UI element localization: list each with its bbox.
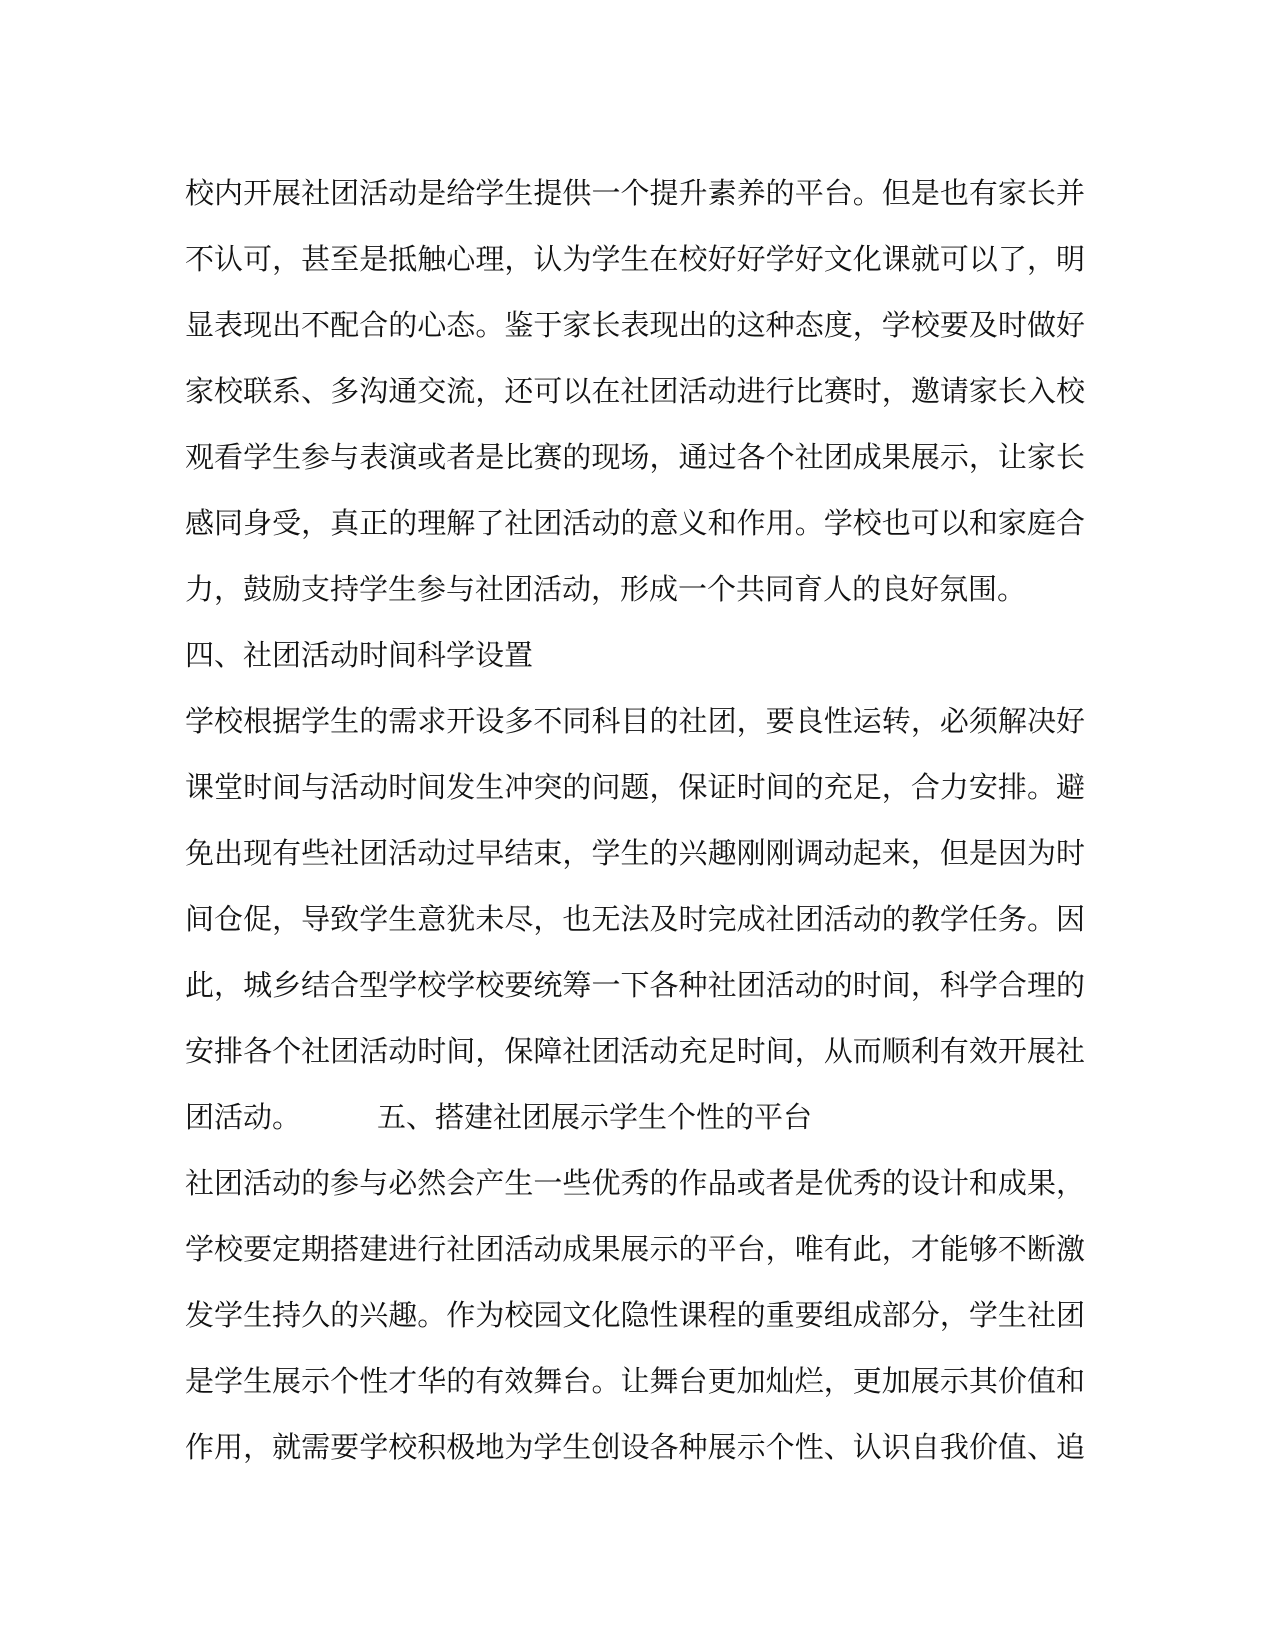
paragraph-line: 家校联系、多沟通交流，还可以在社团活动进行比赛时，邀请家长入校 <box>185 374 1085 408</box>
paragraph-line: 学校要定期搭建进行社团活动成果展示的平台，唯有此，才能够不断激 <box>185 1232 1085 1266</box>
paragraph-line: 学校根据学生的需求开设多不同科目的社团，要良性运转，必须解决好 <box>185 704 1085 738</box>
paragraph-line: 力，鼓励支持学生参与社团活动，形成一个共同育人的良好氛围。 <box>185 572 1027 606</box>
section-heading: 五、搭建社团展示学生个性的平台 <box>377 1100 813 1134</box>
paragraph-line: 安排各个社团活动时间，保障社团活动充足时间，从而顺利有效开展社 <box>185 1034 1085 1068</box>
paragraph-line: 不认可，甚至是抵触心理，认为学生在校好好学好文化课就可以了，明 <box>185 242 1085 276</box>
paragraph-line: 间仓促，导致学生意犹未尽，也无法及时完成社团活动的教学任务。因 <box>185 902 1085 936</box>
paragraph-line: 此，城乡结合型学校学校要统筹一下各种社团活动的时间，科学合理的 <box>185 968 1085 1002</box>
paragraph-line: 作用，就需要学校积极地为学生创设各种展示个性、认识自我价值、追 <box>185 1430 1085 1464</box>
paragraph-line: 免出现有些社团活动过早结束，学生的兴趣刚刚调动起来，但是因为时 <box>185 836 1085 870</box>
paragraph-line-with-heading <box>185 1084 1085 1150</box>
body-text <box>185 160 1085 1480</box>
paragraph-line: 显表现出不配合的心态。鉴于家长表现出的这种态度，学校要及时做好 <box>185 308 1085 342</box>
paragraph-line: 感同身受，真正的理解了社团活动的意义和作用。学校也可以和家庭合 <box>185 506 1085 540</box>
paragraph-line: 课堂时间与活动时间发生冲突的问题，保证时间的充足，合力安排。避 <box>185 770 1085 804</box>
paragraph-line: 社团活动的参与必然会产生一些优秀的作品或者是优秀的设计和成果， <box>185 1166 1085 1200</box>
paragraph-line: 发学生持久的兴趣。作为校园文化隐性课程的重要组成部分，学生社团 <box>185 1298 1085 1332</box>
paragraph-line: 观看学生参与表演或者是比赛的现场，通过各个社团成果展示，让家长 <box>185 440 1085 474</box>
paragraph-line: 是学生展示个性才华的有效舞台。让舞台更加灿烂，更加展示其价值和 <box>185 1364 1085 1398</box>
paragraph-last-line-text: 团活动。 <box>185 1100 302 1134</box>
section-heading: 四、社团活动时间科学设置 <box>185 638 534 672</box>
paragraph-line: 校内开展社团活动是给学生提供一个提升素养的平台。但是也有家长并 <box>185 176 1085 210</box>
